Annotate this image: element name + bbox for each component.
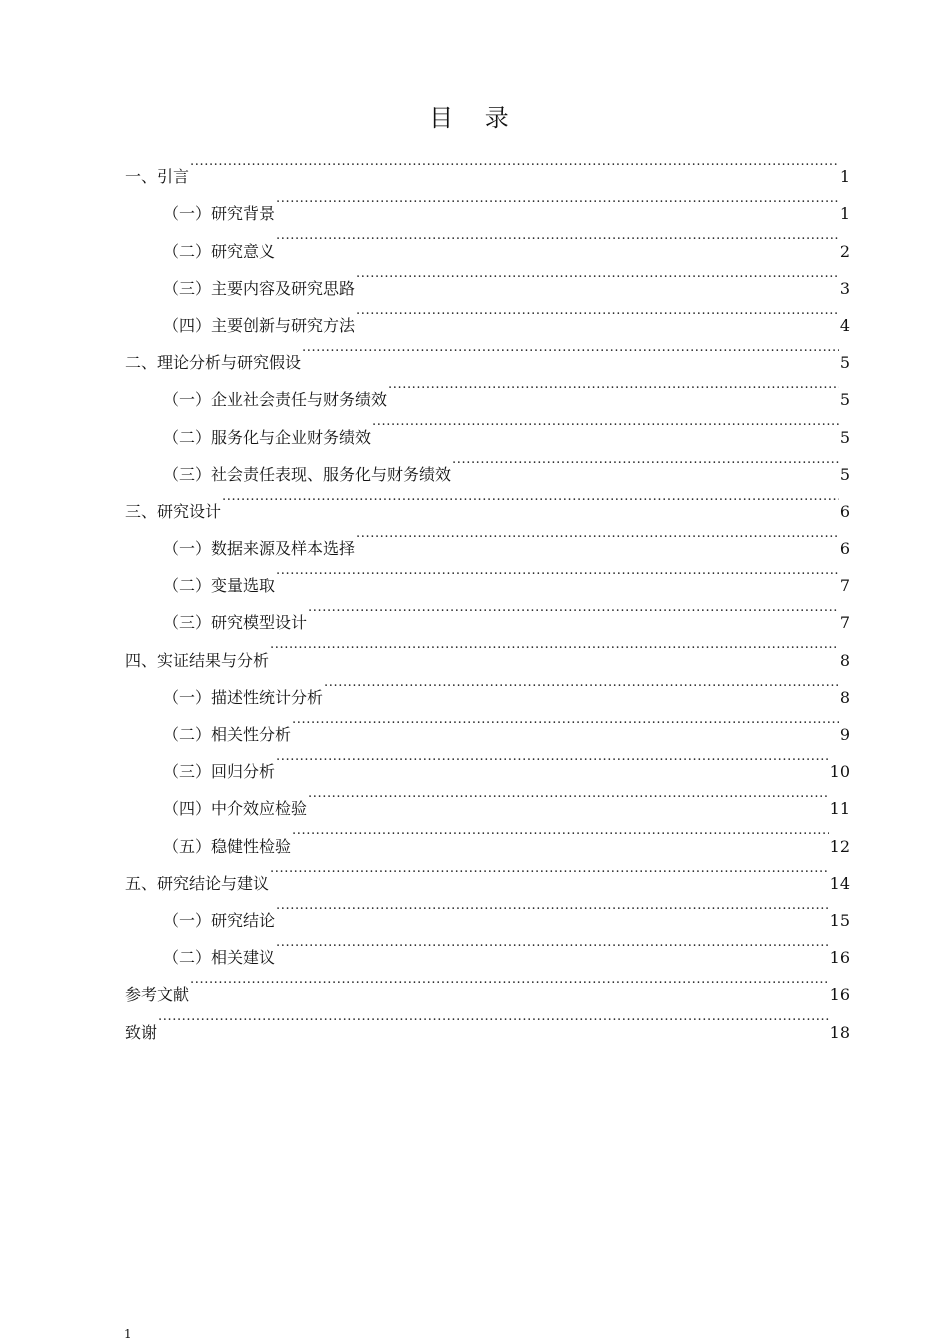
toc-entry-page: 8 xyxy=(839,687,850,707)
toc-dot-leader xyxy=(190,145,839,182)
toc-entry-label: 致谢 xyxy=(125,1022,158,1042)
toc-entry-page: 18 xyxy=(829,1022,850,1042)
toc-entry-label: （三）主要内容及研究思路 xyxy=(163,278,356,298)
toc-entry-label: （四）主要创新与研究方法 xyxy=(163,315,356,335)
toc-dot-leader xyxy=(276,926,829,963)
toc-entry-page: 11 xyxy=(829,799,850,819)
toc-entry-label: （二）研究意义 xyxy=(163,241,276,261)
toc-entry-label: （一）描述性统计分析 xyxy=(163,687,324,707)
toc-entry-label: 二、理论分析与研究假设 xyxy=(125,353,302,373)
page-number: 1 xyxy=(124,1327,132,1341)
toc-entry-label: （四）中介效应检验 xyxy=(163,799,308,819)
toc-entry-page: 15 xyxy=(829,910,850,930)
toc-entry-page: 5 xyxy=(839,427,850,447)
toc-dot-leader xyxy=(276,182,839,219)
toc-entry-label: （三）研究模型设计 xyxy=(163,613,308,633)
toc-dot-leader xyxy=(276,740,829,777)
toc-entry-label: 参考文献 xyxy=(125,985,190,1005)
toc-dot-leader xyxy=(222,480,839,517)
toc-dot-leader xyxy=(158,1000,829,1037)
toc-entry-label: （二）相关建议 xyxy=(163,948,276,968)
toc-entry-label: 五、研究结论与建议 xyxy=(125,873,270,893)
toc-dot-leader xyxy=(276,554,839,591)
toc-dot-leader xyxy=(302,331,839,368)
toc-dot-leader xyxy=(292,814,829,851)
toc-dot-leader xyxy=(292,703,839,740)
toc-entry-page: 4 xyxy=(839,315,850,335)
table-of-contents xyxy=(125,145,850,1042)
toc-entry-page: 1 xyxy=(839,204,850,224)
toc-entry-page: 2 xyxy=(839,241,850,261)
toc-entry-page: 7 xyxy=(839,613,850,633)
toc-entry[interactable] xyxy=(125,480,850,521)
toc-dot-leader xyxy=(356,517,839,554)
toc-entry-label: 四、实证结果与分析 xyxy=(125,650,270,670)
toc-entry-page: 12 xyxy=(829,836,850,856)
toc-dot-leader xyxy=(388,368,839,405)
toc-entry[interactable] xyxy=(125,182,850,224)
toc-entry-page: 16 xyxy=(829,985,850,1005)
toc-dot-leader xyxy=(190,963,829,1000)
toc-entry-label: （三）回归分析 xyxy=(163,762,276,782)
toc-dot-leader xyxy=(270,628,839,665)
toc-entry-label: （二）服务化与企业财务绩效 xyxy=(163,427,372,447)
toc-entry-page: 5 xyxy=(839,390,850,410)
toc-dot-leader xyxy=(356,294,839,331)
toc-entry-label: 一、引言 xyxy=(125,167,190,187)
toc-entry-page: 5 xyxy=(839,464,850,484)
toc-entry-page: 10 xyxy=(829,762,850,782)
toc-entry-label: （一）研究结论 xyxy=(163,910,276,930)
toc-dot-leader xyxy=(324,666,839,703)
toc-entry-page: 6 xyxy=(839,501,850,521)
toc-entry-label: （二）相关性分析 xyxy=(163,725,292,744)
toc-entry[interactable] xyxy=(125,145,850,187)
toc-entry-page: 6 xyxy=(839,539,850,559)
toc-entry-label: 三、研究设计 xyxy=(125,501,222,521)
toc-entry-page: 14 xyxy=(829,873,850,893)
toc-entry-page: 3 xyxy=(839,278,850,298)
toc-entry-label: （三）社会责任表现、服务化与财务绩效 xyxy=(163,464,452,484)
toc-entry-page: 16 xyxy=(829,948,850,968)
page-title: 目 录 xyxy=(429,104,521,132)
toc-dot-leader xyxy=(308,591,839,628)
toc-entry-label: （五）稳健性检验 xyxy=(163,836,292,856)
toc-dot-leader xyxy=(372,405,839,442)
toc-dot-leader xyxy=(308,777,829,814)
toc-dot-leader xyxy=(356,257,839,294)
toc-dot-leader xyxy=(270,852,829,889)
toc-entry-label: （一）企业社会责任与财务绩效 xyxy=(163,390,388,410)
toc-entry-page: 5 xyxy=(839,353,850,373)
toc-dot-leader xyxy=(276,219,839,256)
toc-entry-label: （一）研究背景 xyxy=(163,204,276,224)
toc-entry-page: 1 xyxy=(839,167,850,187)
toc-entry-page: 7 xyxy=(839,576,850,596)
toc-dot-leader xyxy=(276,889,829,926)
toc-entry[interactable] xyxy=(125,1000,850,1042)
toc-entry[interactable] xyxy=(125,963,850,1005)
toc-entry-label: （二）变量选取 xyxy=(163,576,276,596)
toc-entry-page: 9 xyxy=(839,725,850,744)
toc-entry-label: （一）数据来源及样本选择 xyxy=(163,539,356,559)
toc-entry-page: 8 xyxy=(839,650,850,670)
toc-dot-leader xyxy=(452,443,839,480)
toc-entry[interactable] xyxy=(125,517,850,559)
